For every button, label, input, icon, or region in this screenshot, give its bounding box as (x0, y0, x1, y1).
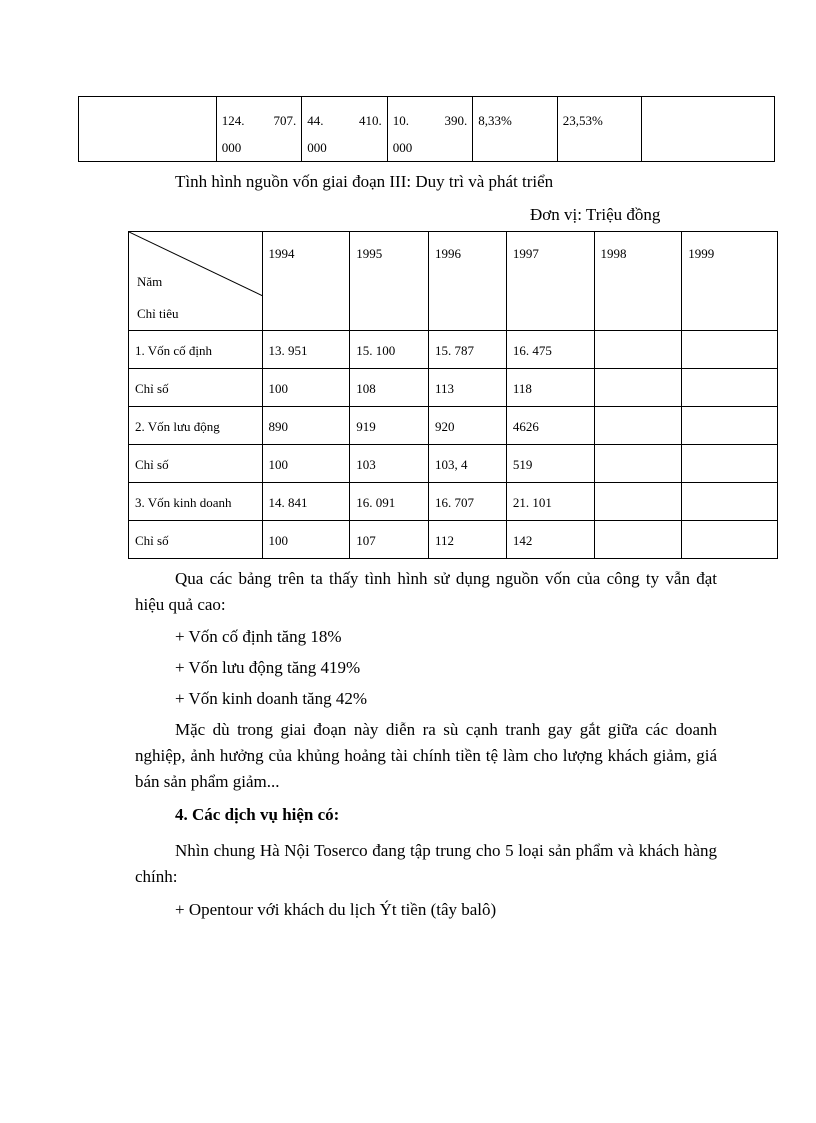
cell-text: 44. (307, 113, 324, 128)
table-cell (682, 445, 778, 483)
table-cell: 21. 101 (506, 483, 594, 521)
cell-text: 000 (307, 140, 327, 155)
table-cell: 118 (506, 369, 594, 407)
diagonal-header-cell (129, 232, 263, 331)
row-label: Chỉ số (129, 445, 263, 483)
table-cell (642, 97, 775, 162)
unit-label: Đơn vị: Triệu đồng (530, 205, 661, 224)
table-cell: 519 (506, 445, 594, 483)
bullet-item: + Vốn cố định tăng 18% (175, 627, 342, 646)
table-cell (216, 97, 301, 162)
cell-text: 10. (392, 113, 409, 128)
bullet-item: + Vốn lưu động tăng 419% (175, 658, 361, 677)
table-cell: 16. 475 (506, 331, 594, 369)
table-header-row (129, 232, 778, 331)
table-cell: 16. 707 (429, 483, 507, 521)
table-cell (594, 369, 682, 407)
table-cell: 15. 787 (429, 331, 507, 369)
year-header: 1997 (506, 232, 594, 331)
table-cell (594, 483, 682, 521)
table-row (129, 483, 778, 521)
table-cell: 920 (429, 407, 507, 445)
row-label: 3. Vốn kinh doanh (129, 483, 263, 521)
capital-table (128, 231, 778, 559)
table-cell: 103, 4 (429, 445, 507, 483)
table-row (129, 445, 778, 483)
year-header: 1998 (594, 232, 682, 331)
table-cell: 16. 091 (350, 483, 429, 521)
row-label: Chỉ số (129, 521, 263, 559)
cell-text: 000 (221, 140, 242, 155)
cell-text: 707. (273, 113, 297, 128)
table-cell (594, 521, 682, 559)
year-header: 1994 (262, 232, 350, 331)
table-cell: 8,33% (473, 97, 557, 162)
table-row (79, 97, 775, 162)
table-cell (594, 331, 682, 369)
cell-text: 124. (221, 113, 245, 128)
table-cell (682, 407, 778, 445)
row-label: Chỉ số (129, 369, 263, 407)
top-table (78, 96, 775, 162)
table-cell: 100 (262, 445, 350, 483)
table-cell: 103 (350, 445, 429, 483)
table-cell (79, 97, 217, 162)
table-row (129, 369, 778, 407)
year-header: 1999 (682, 232, 778, 331)
header-indicator-label: Chỉ tiêu (137, 306, 179, 321)
bullet-item: + Opentour với khách du lịch Ýt tiền (tây balô) (175, 900, 497, 919)
table-cell (682, 369, 778, 407)
table-cell (594, 407, 682, 445)
table-cell (682, 331, 778, 369)
paragraph: Nhìn chung Hà Nội Toserco đang tập trung cho 5 loại sản phẩm và khách hàng chính: (135, 841, 717, 886)
year-header: 1995 (350, 232, 429, 331)
header-year-label: Năm (137, 274, 163, 289)
table-cell: 919 (350, 407, 429, 445)
table-cell (594, 445, 682, 483)
table-cell (387, 97, 472, 162)
table-cell: 100 (262, 521, 350, 559)
table-cell: 107 (350, 521, 429, 559)
section-title: Tình hình nguồn vốn giai đoạn III: Duy trì và phát triển (175, 172, 554, 191)
cell-text: 390. (444, 113, 468, 128)
table-cell: 13. 951 (262, 331, 350, 369)
table-cell: 890 (262, 407, 350, 445)
table-row (129, 521, 778, 559)
row-label: 2. Vốn lưu động (129, 407, 263, 445)
table-cell: 108 (350, 369, 429, 407)
table-cell: 23,53% (557, 97, 641, 162)
table-cell (682, 483, 778, 521)
paragraph: Qua các bảng trên ta thấy tình hình sử dụng nguồn vốn của công ty vẫn đạt hiệu quả cao: (135, 569, 717, 614)
table-cell (302, 97, 387, 162)
table-cell (682, 521, 778, 559)
row-label: 1. Vốn cố định (129, 331, 263, 369)
table-cell: 4626 (506, 407, 594, 445)
table-cell: 15. 100 (350, 331, 429, 369)
year-header: 1996 (429, 232, 507, 331)
table-cell: 14. 841 (262, 483, 350, 521)
table-row (129, 331, 778, 369)
bullet-item: + Vốn kinh doanh tăng 42% (175, 689, 368, 708)
table-row (129, 407, 778, 445)
table-cell: 100 (262, 369, 350, 407)
table-cell: 142 (506, 521, 594, 559)
table-cell: 112 (429, 521, 507, 559)
cell-text: 000 (392, 140, 413, 155)
section-heading: 4. Các dịch vụ hiện có: (175, 805, 340, 824)
cell-text: 410. (359, 113, 382, 128)
paragraph: Mặc dù trong giai đoạn này diễn ra sù cạnh tranh gay gắt giữa các doanh nghiệp, ảnh hưởng của khủng hoảng tài chính tiền tệ làm cho lượng khách giảm, giá bán sản phẩm giảm... (135, 720, 717, 791)
table-cell: 113 (429, 369, 507, 407)
